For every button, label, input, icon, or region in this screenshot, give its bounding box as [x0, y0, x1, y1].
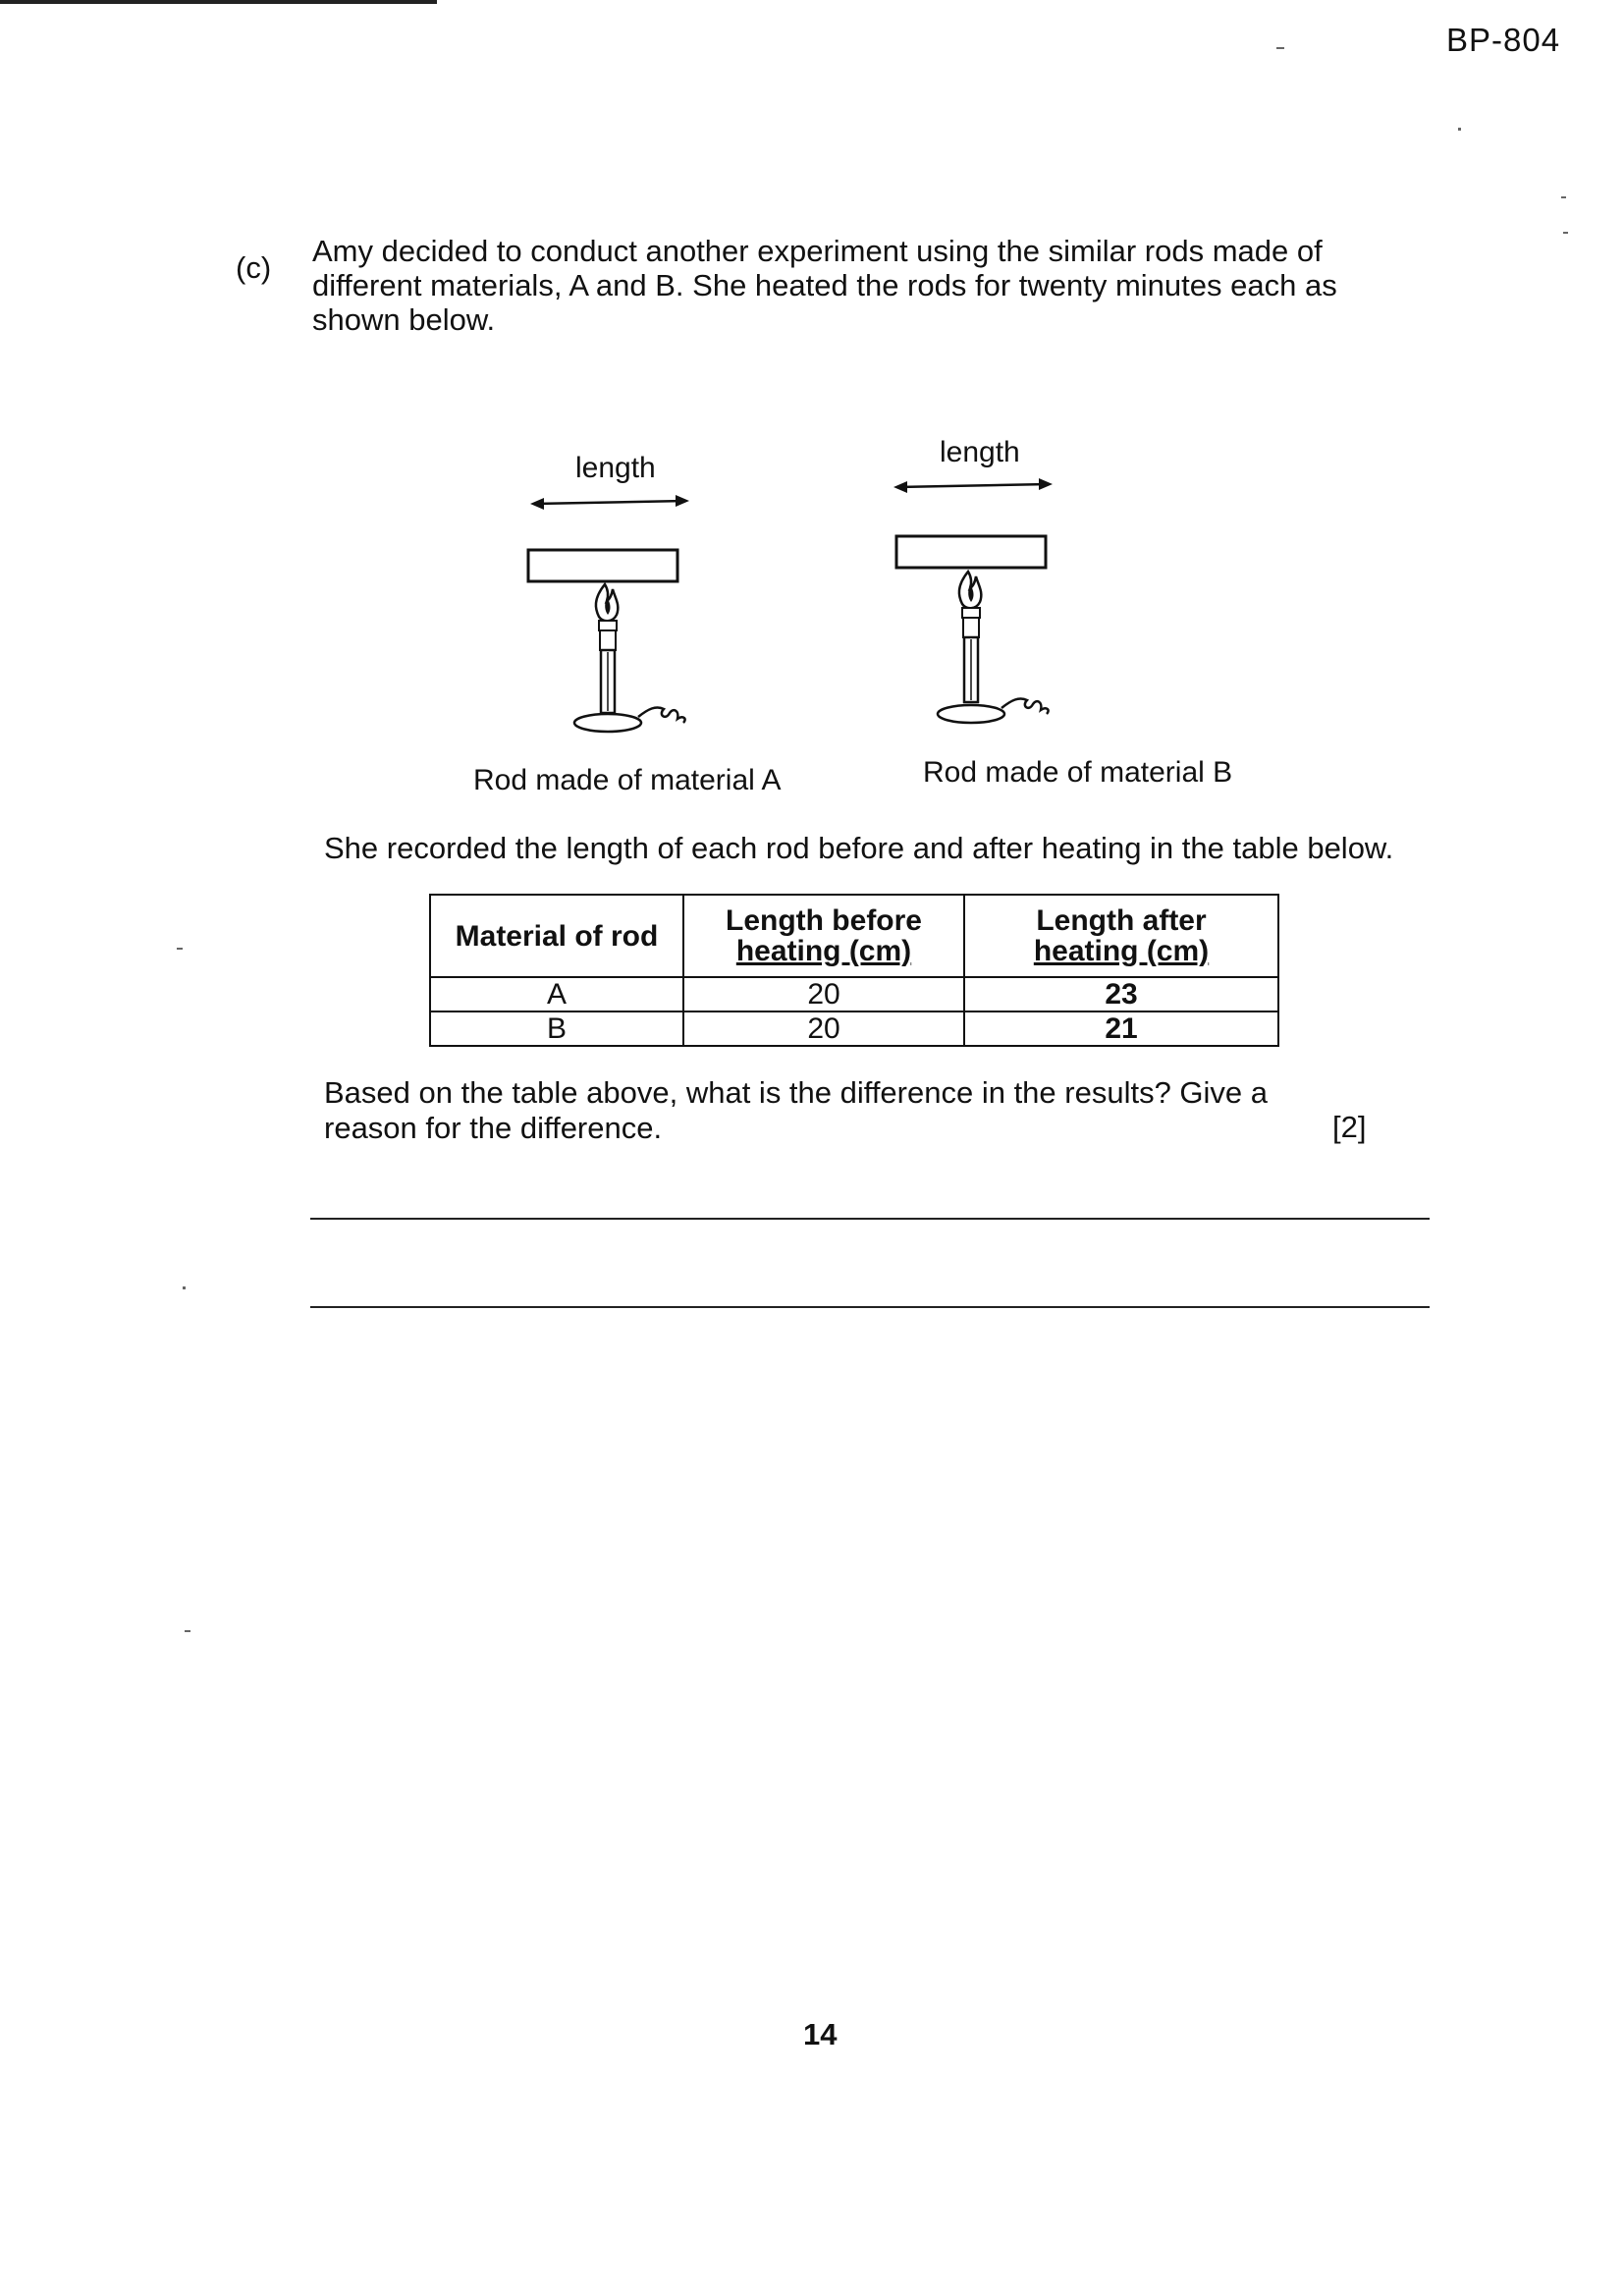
cell-before: 20: [683, 977, 964, 1011]
length-arrow-a: [530, 495, 689, 510]
marks-indicator: [2]: [1332, 1110, 1367, 1144]
cell-material: B: [430, 1011, 683, 1046]
setup-a: [528, 495, 689, 732]
header-before-line1: Length before: [726, 904, 922, 937]
header-after: [964, 895, 1278, 977]
rod-b: [896, 536, 1046, 568]
bunsen-burner-a-icon: [574, 584, 685, 732]
cell-after: 23: [964, 977, 1278, 1011]
header-material-text: Material of rod: [455, 919, 659, 953]
page-number: 14: [803, 2017, 838, 2051]
follow-up-question: Based on the table above, what is the difference in the results? Give a reason for the difference.: [324, 1075, 1269, 1145]
rod-a: [528, 550, 677, 581]
results-table: [429, 894, 1279, 1047]
cell-before: 20: [683, 1011, 964, 1046]
answer-line-2: [310, 1306, 1430, 1308]
scan-speck: [1561, 196, 1566, 198]
scan-speck: [1458, 128, 1461, 131]
setup-b: [893, 478, 1053, 723]
document-code: BP-804: [1446, 22, 1561, 58]
cell-after: 21: [964, 1011, 1278, 1046]
caption-rod-a: Rod made of material A: [473, 764, 782, 796]
cell-material: A: [430, 977, 683, 1011]
bunsen-burner-b-icon: [938, 572, 1049, 723]
table-header-row: [430, 895, 1278, 977]
header-after-line1: Length after: [1036, 904, 1207, 937]
top-rule: [0, 0, 437, 4]
caption-rod-b: Rod made of material B: [923, 756, 1233, 789]
scan-speck: [177, 948, 183, 950]
scan-speck: [185, 1630, 190, 1632]
answer-line-1: [310, 1218, 1430, 1220]
table-row: [430, 1011, 1278, 1046]
question-label: (c): [236, 250, 272, 285]
scan-speck: [1276, 47, 1284, 49]
scan-speck: [1563, 232, 1568, 234]
header-material: [430, 895, 683, 977]
length-label-b: length: [940, 436, 1020, 468]
scan-speck: [183, 1286, 186, 1289]
header-before: [683, 895, 964, 977]
header-before-line2: heating (cm): [735, 935, 912, 967]
question-text: Amy decided to conduct another experiment using the similar rods made of different materials, A and B. She heated the rods for twenty minutes each as shown below.: [312, 234, 1337, 337]
table-intro: She recorded the length of each rod before and after heating in the table below.: [324, 831, 1394, 865]
table-row: [430, 977, 1278, 1011]
header-after-line2: heating (cm): [1033, 935, 1210, 967]
length-arrow-b: [893, 478, 1053, 493]
experiment-diagram: [511, 432, 1119, 761]
length-label-a: length: [575, 452, 656, 484]
